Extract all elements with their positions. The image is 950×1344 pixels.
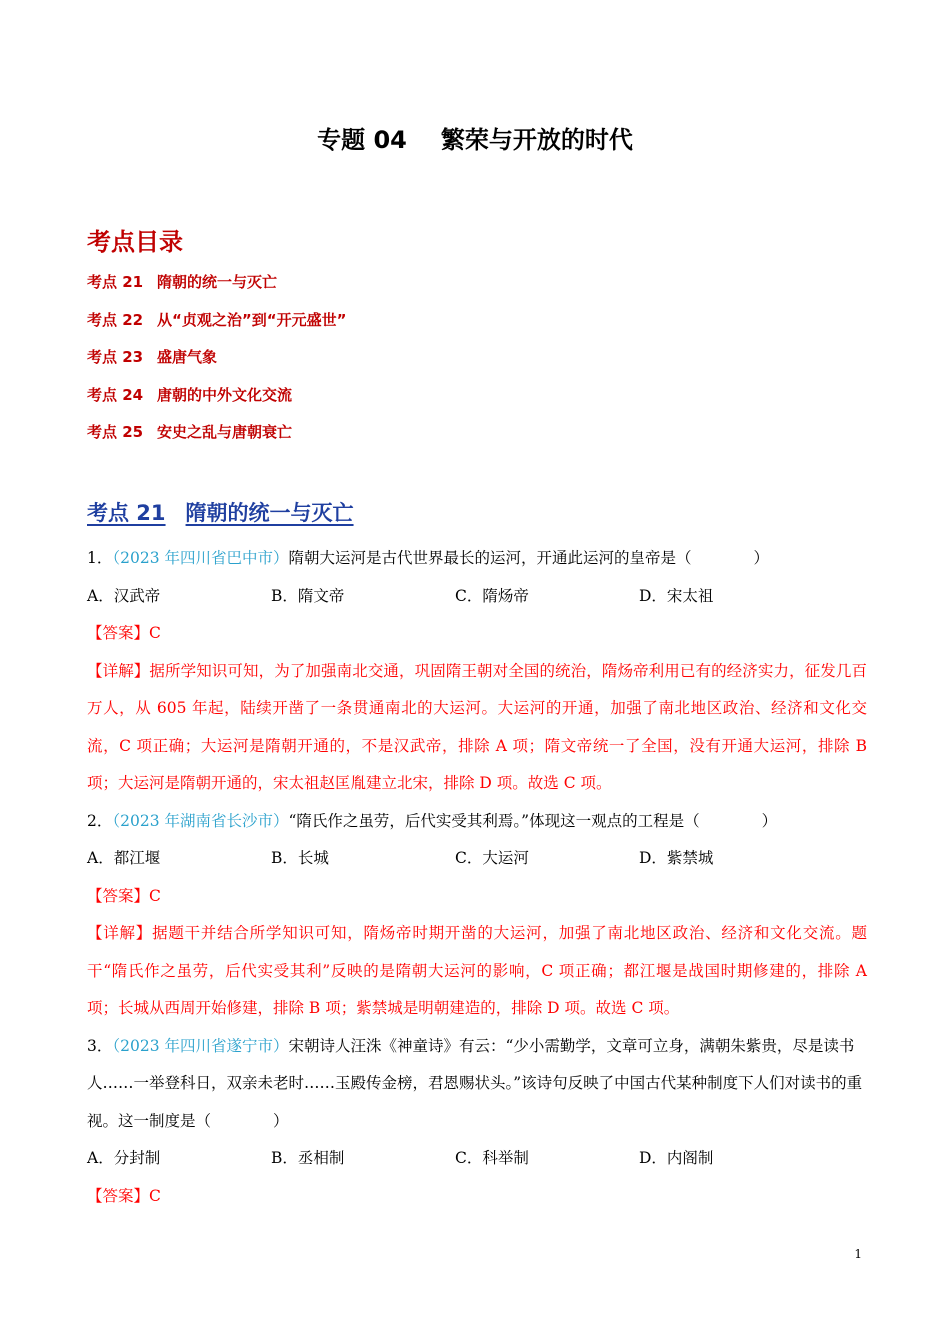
page-number: 1 xyxy=(854,1247,862,1261)
question-text: 隋朝大运河是古代世界最长的运河，开通此运河的皇帝是（ ） xyxy=(288,549,770,567)
toc-list xyxy=(87,271,346,459)
option-d: D．内阁制 xyxy=(639,1149,714,1167)
answer: 【答案】C xyxy=(87,886,161,905)
option-a: A．汉武帝 xyxy=(87,586,161,605)
question-options xyxy=(87,1140,867,1178)
toc-item-label: 唐朝的中外文化交流 xyxy=(157,385,293,404)
question-text: “隋氏作之虽劳，后代实受其利焉。”体现这一观点的工程是（ ） xyxy=(288,811,778,830)
option-d: D．紫禁城 xyxy=(639,849,714,867)
option-c: C．大运河 xyxy=(455,849,529,867)
answer: 【答案】C xyxy=(87,624,161,642)
option-b: B．长城 xyxy=(271,849,329,867)
option-a: A．分封制 xyxy=(87,1149,161,1167)
toc-item-code: 考点 21 xyxy=(87,273,144,291)
toc-item-label: 盛唐气象 xyxy=(157,348,218,366)
question-number: 3． xyxy=(87,1036,113,1055)
question-source: （2023 年四川省巴中市） xyxy=(112,549,289,567)
question-1 xyxy=(87,540,867,803)
option-b: B．隋文帝 xyxy=(271,586,345,605)
toc-item[interactable] xyxy=(87,271,346,309)
option-d: D．宋太祖 xyxy=(639,586,714,605)
question-stem xyxy=(87,540,867,578)
question-options xyxy=(87,840,867,878)
question-number: 1． xyxy=(87,549,113,567)
toc-item[interactable] xyxy=(87,384,346,422)
toc-item-code: 考点 24 xyxy=(87,385,144,404)
toc-item[interactable] xyxy=(87,421,346,459)
section-code: 考点 21 xyxy=(87,501,166,525)
question-2 xyxy=(87,803,867,1028)
toc-item-code: 考点 22 xyxy=(87,310,144,329)
question-content xyxy=(87,540,867,1215)
explanation: 【详解】据所学知识可知，为了加强南北交通，巩固隋王朝对全国的统治，隋炀帝利用已有的经济实力，征发几百万人，从 605 年起，陆续开凿了一条贯通南北的大运河。大运河的开通，加强了南北地区政治、经济和文化交流，C 项正确；大运河是隋朝开通的，不是汉武帝，排除 A 项；隋文帝统一了全国，没有开通大运河，排除 B 项；大运河是隋朝开通的，宋太祖赵匡胤建立北宋，排除 D 项。故选 C 项。 xyxy=(87,661,867,792)
question-stem xyxy=(87,1028,867,1141)
option-c: C．科举制 xyxy=(455,1149,529,1167)
question-text: 宋朝诗人汪洙《神童诗》有云：“少小需勤学，文章可立身，满朝朱紫贵，尽是读书人……一举登科日，双亲未老时……玉殿传金榜，君恩赐状头。”该诗句反映了中国古代某种制度下人们对读书的重视。这一制度是（ ） xyxy=(87,1036,863,1130)
page-title xyxy=(0,120,950,155)
option-c: C．隋炀帝 xyxy=(455,586,529,605)
section-label: 隋朝的统一与灭亡 xyxy=(185,501,354,525)
option-a: A．都江堰 xyxy=(87,849,161,867)
title-name: 繁荣与开放的时代 xyxy=(440,126,633,154)
explanation: 【详解】据题干并结合所学知识可知，隋炀帝时期开凿的大运河，加强了南北地区政治、经济和文化交流。题干“隋氏作之虽劳，后代实受其利”反映的是隋朝大运河的影响，C 项正确；都江堰是战国时期修建的，排除 A 项；长城从西周开始修建，排除 B 项；紫禁城是明朝建造的，排除 D 项。故选 C 项。 xyxy=(87,924,867,1017)
question-3 xyxy=(87,1028,867,1216)
toc-item-label: 从“贞观之治”到“开元盛世” xyxy=(157,310,347,329)
option-b: B．丞相制 xyxy=(271,1149,345,1167)
toc-item-code: 考点 25 xyxy=(87,423,144,441)
question-number: 2． xyxy=(87,811,113,830)
title-number: 专题 04 xyxy=(317,126,407,154)
answer: 【答案】C xyxy=(87,1186,161,1205)
toc-item-label: 安史之乱与唐朝衰亡 xyxy=(157,423,293,441)
question-stem xyxy=(87,803,867,841)
question-source: （2023 年湖南省长沙市） xyxy=(112,811,289,830)
toc-item[interactable] xyxy=(87,309,346,347)
section-heading xyxy=(87,497,354,527)
toc-heading: 考点目录 xyxy=(87,228,183,256)
question-options xyxy=(87,578,867,616)
toc-item-label: 隋朝的统一与灭亡 xyxy=(157,273,278,291)
toc-item[interactable] xyxy=(87,346,346,384)
question-source: （2023 年四川省遂宁市） xyxy=(112,1036,289,1055)
toc-item-code: 考点 23 xyxy=(87,348,144,366)
